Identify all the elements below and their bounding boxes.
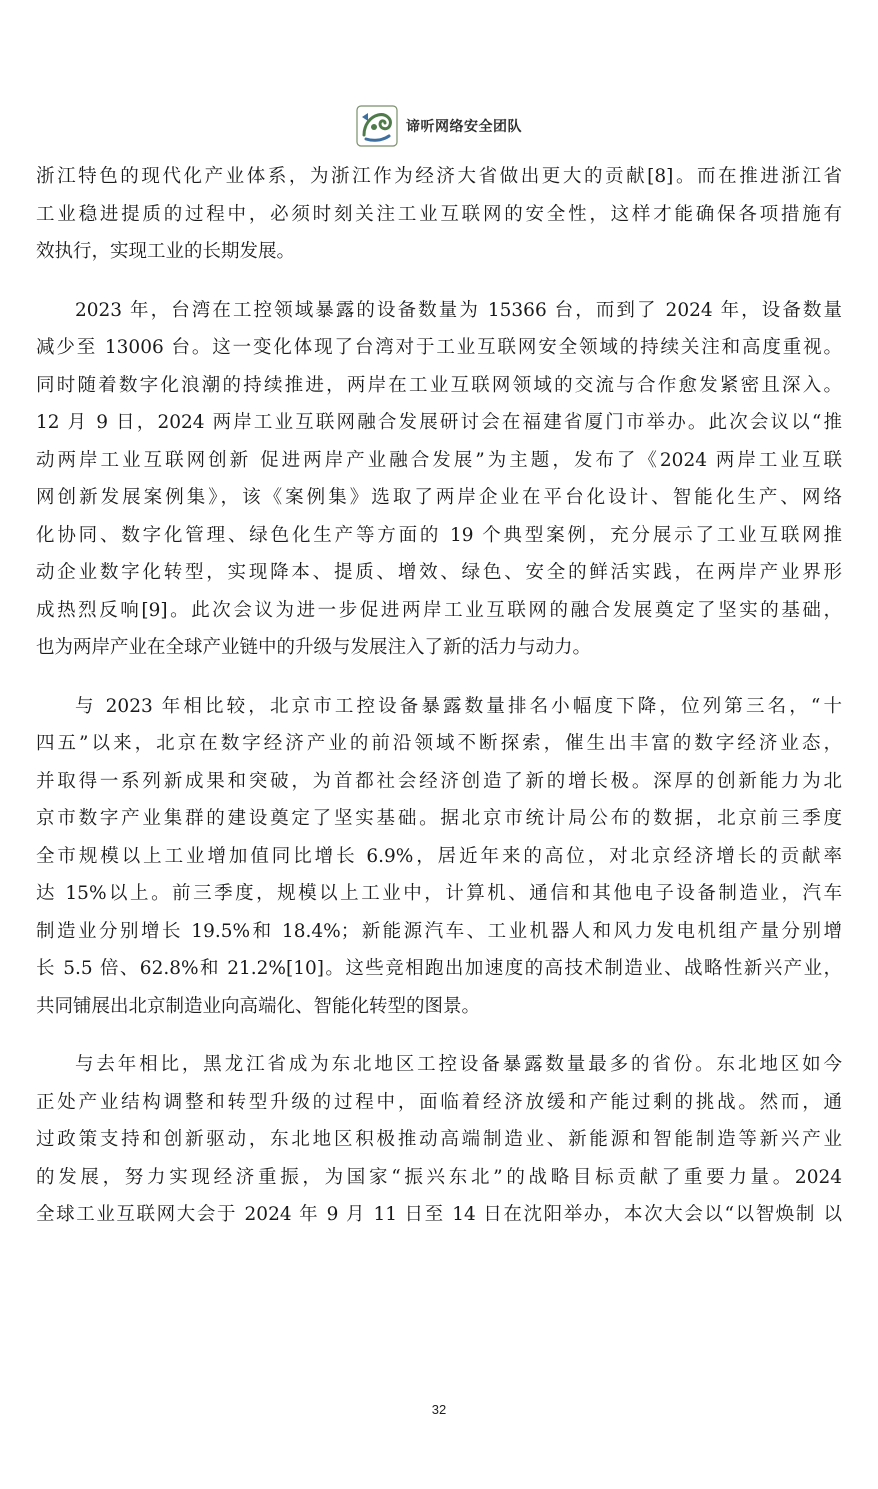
text-line: 的发展，努力实现经济重振，为国家“振兴东北”的战略目标贡献了重要力量。2024 xyxy=(36,1166,842,1188)
text-line: 2023 年，台湾在工控领域暴露的设备数量为 15366 台，而到了 2024 年，设备数量 xyxy=(75,299,842,321)
dragon-seal-logo-icon xyxy=(356,105,398,147)
text-line: 动两岸工业互联网创新 促进两岸产业融合发展”为主题，发布了《2024 两岸工业互联 xyxy=(36,449,842,471)
text-line: 与 2023 年相比较，北京市工控设备暴露数量排名小幅度下降，位列第三名，“十 xyxy=(75,695,842,717)
text-line: 动企业数字化转型，实现降本、提质、增效、绿色、安全的鲜活实践，在两岸产业界形 xyxy=(36,562,842,583)
paragraph xyxy=(36,158,842,271)
text-line: 过政策支持和创新驱动，东北地区积极推动高端制造业、新能源和智能制造等新兴产业 xyxy=(36,1129,842,1150)
document-body xyxy=(36,158,842,1255)
team-name: 谛听网络安全团队 xyxy=(406,119,522,135)
text-line: 制造业分别增长 19.5%和 18.4%；新能源汽车、工业机器人和风力发电机组产量分别增 xyxy=(36,920,842,942)
text-line: 浙江特色的现代化产业体系，为浙江作为经济大省做出更大的贡献[8]。而在推进浙江省 xyxy=(36,166,842,187)
page-number: 32 xyxy=(431,1402,447,1417)
text-line: 全市规模以上工业增加值同比增长 6.9%，居近年来的高位，对北京经济增长的贡献率 xyxy=(36,845,842,867)
text-line: 四五”以来，北京在数字经济产业的前沿领域不断探索，催生出丰富的数字经济业态， xyxy=(36,733,842,754)
text-line: 全球工业互联网大会于 2024 年 9 月 11 日至 14 日在沈阳举办，本次大会以“以智焕制 以 xyxy=(36,1204,842,1225)
paragraph xyxy=(36,292,842,667)
text-line: 化协同、数字化管理、绿色化生产等方面的 19 个典型案例，充分展示了工业互联网推 xyxy=(36,524,842,546)
text-line: 工业稳进提质的过程中，必须时刻关注工业互联网的安全性，这样才能确保各项措施有 xyxy=(36,203,842,225)
text-line: 减少至 13006 台。这一变化体现了台湾对于工业互联网安全领域的持续关注和高度重视。 xyxy=(36,337,842,358)
text-line: 与去年相比，黑龙江省成为东北地区工控设备暴露数量最多的省份。东北地区如今 xyxy=(75,1054,842,1075)
text-line: 京市数字产业集群的建设奠定了坚实基础。据北京市统计局公布的数据，北京前三季度 xyxy=(36,808,842,829)
text-line: 同时随着数字化浪潮的持续推进，两岸在工业互联网领域的交流与合作愈发紧密且深入。 xyxy=(36,374,842,396)
paragraph xyxy=(36,1046,842,1234)
text-line: 达 15%以上。前三季度，规模以上工业中，计算机、通信和其他电子设备制造业，汽车 xyxy=(36,883,842,904)
text-line: 并取得一系列新成果和突破，为首都社会经济创造了新的增长极。深厚的创新能力为北 xyxy=(36,770,842,792)
text-line: 12 月 9 日，2024 两岸工业互联网融合发展研讨会在福建省厦门市举办。此次会议以“推 xyxy=(36,412,842,433)
text-line: 效执行，实现工业的长期发展。 xyxy=(36,241,296,262)
text-line: 共同铺展出北京制造业向高端化、智能化转型的图景。 xyxy=(36,995,481,1017)
text-line: 网创新发展案例集》，该《案例集》选取了两岸企业在平台化设计、智能化生产、网络 xyxy=(36,487,842,508)
text-line: 成热烈反响[9]。此次会议为进一步促进两岸工业互联网的融合发展奠定了坚实的基础， xyxy=(36,599,842,621)
text-line: 长 5.5 倍、62.8%和 21.2%[10]。这些竞相跑出加速度的高技术制造业、战略性新兴产业， xyxy=(36,958,842,979)
text-line: 也为两岸产业在全球产业链中的升级与发展注入了新的活力与动力。 xyxy=(36,637,592,658)
page-header xyxy=(0,104,878,148)
text-line: 正处产业结构调整和转型升级的过程中，面临着经济放缓和产能过剩的挑战。然而，通 xyxy=(36,1091,842,1113)
paragraph xyxy=(36,688,842,1026)
